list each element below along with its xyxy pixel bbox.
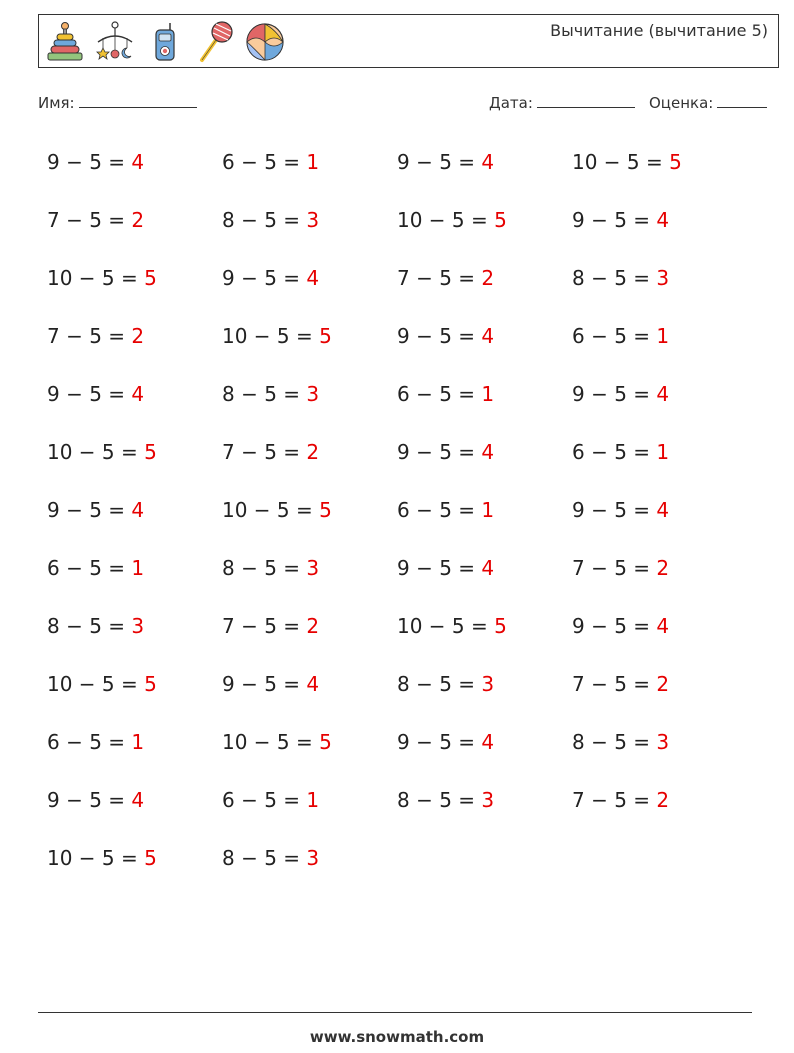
problem-expression: 9 − 5 = — [397, 556, 482, 580]
problem-item — [397, 142, 572, 200]
problem-answer: 3 — [306, 556, 320, 580]
problem-expression: 9 − 5 = — [572, 382, 657, 406]
problem-expression: 9 − 5 = — [47, 788, 132, 812]
problem-expression: 9 − 5 = — [47, 382, 132, 406]
header-icons — [44, 19, 286, 65]
problem-item — [222, 780, 397, 838]
baby-mobile-icon — [94, 20, 136, 64]
problem-answer: 4 — [131, 382, 145, 406]
problem-expression: 7 − 5 = — [222, 440, 307, 464]
problem-expression: 6 − 5 = — [572, 440, 657, 464]
problem-answer: 1 — [131, 730, 145, 754]
problem-item — [47, 606, 222, 664]
problem-expression: 9 − 5 = — [397, 150, 482, 174]
problem-item — [222, 664, 397, 722]
problem-answer: 2 — [306, 440, 320, 464]
problem-answer: 2 — [656, 788, 670, 812]
problem-answer: 4 — [481, 150, 495, 174]
problem-expression: 8 − 5 = — [572, 730, 657, 754]
problem-expression: 6 − 5 = — [47, 730, 132, 754]
stacking-rings-icon — [44, 20, 86, 64]
problem-answer: 4 — [306, 672, 320, 696]
problem-answer: 5 — [144, 846, 157, 870]
problem-answer: 4 — [131, 788, 145, 812]
problem-expression: 9 − 5 = — [397, 730, 482, 754]
baby-monitor-icon — [144, 20, 186, 64]
problem-row — [47, 142, 747, 200]
problem-item — [397, 548, 572, 606]
problem-expression: 9 − 5 = — [222, 266, 307, 290]
problem-item — [47, 548, 222, 606]
problem-answer: 4 — [481, 730, 495, 754]
problem-item — [397, 432, 572, 490]
problem-expression: 9 − 5 = — [47, 498, 132, 522]
problem-answer: 3 — [481, 672, 495, 696]
problem-item — [572, 548, 747, 606]
problem-expression: 8 − 5 = — [222, 846, 307, 870]
problem-expression: 8 − 5 = — [222, 382, 307, 406]
problem-answer: 4 — [481, 440, 495, 464]
problem-answer: 3 — [306, 846, 320, 870]
problem-expression: 9 − 5 = — [397, 324, 482, 348]
problem-expression: 8 − 5 = — [397, 672, 482, 696]
problem-item — [47, 142, 222, 200]
problem-row — [47, 258, 747, 316]
problem-item — [47, 838, 222, 896]
problem-expression: 10 − 5 = — [47, 672, 145, 696]
problem-answer: 3 — [131, 614, 145, 638]
problem-answer: 5 — [144, 266, 157, 290]
problem-item — [222, 548, 397, 606]
problem-expression: 8 − 5 = — [47, 614, 132, 638]
problem-expression: 10 − 5 = — [222, 324, 320, 348]
grade-label: Оценка: — [649, 94, 714, 112]
problem-expression: 7 − 5 = — [47, 208, 132, 232]
problem-expression: 9 − 5 = — [572, 614, 657, 638]
rattle-icon — [194, 20, 236, 64]
problem-answer: 2 — [131, 324, 145, 348]
problem-answer: 4 — [306, 266, 320, 290]
worksheet-header — [38, 14, 779, 68]
problem-item — [397, 200, 572, 258]
problem-item — [222, 490, 397, 548]
problem-row — [47, 838, 747, 896]
problem-expression: 10 − 5 = — [397, 208, 495, 232]
problem-answer: 5 — [669, 150, 682, 174]
problem-expression: 9 − 5 = — [572, 208, 657, 232]
problem-grid — [47, 142, 747, 896]
grade-blank[interactable] — [717, 94, 767, 108]
problem-item — [222, 258, 397, 316]
date-label: Дата: — [489, 94, 533, 112]
problem-expression: 10 − 5 = — [572, 150, 670, 174]
grade-field — [649, 94, 767, 112]
problem-row — [47, 780, 747, 838]
date-field — [489, 94, 635, 112]
problem-item — [47, 374, 222, 432]
problem-expression: 9 − 5 = — [397, 440, 482, 464]
problem-answer: 3 — [481, 788, 495, 812]
problem-item — [397, 316, 572, 374]
problem-item — [397, 780, 572, 838]
problem-expression: 6 − 5 = — [397, 382, 482, 406]
problem-row — [47, 374, 747, 432]
problem-expression: 8 − 5 = — [397, 788, 482, 812]
problem-item — [47, 780, 222, 838]
problem-answer: 4 — [481, 324, 495, 348]
problem-answer: 5 — [494, 208, 507, 232]
problem-expression: 6 − 5 = — [222, 150, 307, 174]
problem-answer: 2 — [656, 556, 670, 580]
problem-row — [47, 606, 747, 664]
problem-answer: 4 — [131, 498, 145, 522]
name-label: Имя: — [38, 94, 75, 112]
footer-divider — [38, 1012, 752, 1013]
date-blank[interactable] — [537, 94, 635, 108]
problem-answer: 1 — [481, 382, 495, 406]
problem-answer: 5 — [319, 498, 332, 522]
problem-answer: 4 — [656, 498, 670, 522]
problem-item — [572, 374, 747, 432]
problem-expression: 8 − 5 = — [222, 208, 307, 232]
problem-item — [572, 780, 747, 838]
worksheet-title: Вычитание (вычитание 5) — [550, 21, 768, 40]
problem-expression: 10 − 5 = — [397, 614, 495, 638]
problem-item — [222, 722, 397, 780]
problem-expression: 10 − 5 = — [222, 730, 320, 754]
problem-answer: 5 — [319, 730, 332, 754]
problem-answer: 2 — [481, 266, 495, 290]
problem-item — [572, 664, 747, 722]
problem-item — [397, 374, 572, 432]
problem-item — [572, 606, 747, 664]
problem-expression: 8 − 5 = — [222, 556, 307, 580]
problem-item — [222, 142, 397, 200]
problem-answer: 3 — [656, 266, 670, 290]
problem-answer: 1 — [306, 788, 320, 812]
problem-expression: 6 − 5 = — [47, 556, 132, 580]
problem-expression: 7 − 5 = — [572, 556, 657, 580]
problem-answer: 2 — [656, 672, 670, 696]
problem-expression: 7 − 5 = — [47, 324, 132, 348]
problem-answer: 4 — [656, 208, 670, 232]
problem-item — [47, 664, 222, 722]
problem-expression: 7 − 5 = — [572, 672, 657, 696]
problem-item — [47, 258, 222, 316]
problem-expression: 8 − 5 = — [572, 266, 657, 290]
problem-expression: 10 − 5 = — [47, 846, 145, 870]
problem-expression: 9 − 5 = — [572, 498, 657, 522]
problem-expression: 7 − 5 = — [222, 614, 307, 638]
problem-answer: 1 — [131, 556, 145, 580]
problem-row — [47, 200, 747, 258]
problem-answer: 5 — [494, 614, 507, 638]
problem-item — [572, 258, 747, 316]
problem-row — [47, 316, 747, 374]
problem-answer: 5 — [319, 324, 332, 348]
problem-item — [397, 258, 572, 316]
problem-item — [572, 490, 747, 548]
problem-row — [47, 664, 747, 722]
problem-answer: 4 — [481, 556, 495, 580]
name-field — [38, 94, 197, 112]
problem-expression: 6 − 5 = — [572, 324, 657, 348]
problem-expression: 10 − 5 = — [222, 498, 320, 522]
problem-item — [572, 432, 747, 490]
problem-item — [572, 200, 747, 258]
name-blank[interactable] — [79, 94, 197, 108]
problem-item — [47, 316, 222, 374]
problem-expression: 6 − 5 = — [222, 788, 307, 812]
problem-expression: 9 − 5 = — [47, 150, 132, 174]
problem-item — [222, 606, 397, 664]
problem-expression: 7 − 5 = — [397, 266, 482, 290]
problem-row — [47, 490, 747, 548]
problem-item — [222, 432, 397, 490]
problem-expression: 7 − 5 = — [572, 788, 657, 812]
problem-item — [47, 200, 222, 258]
problem-expression: 10 − 5 = — [47, 440, 145, 464]
problem-expression: 6 − 5 = — [397, 498, 482, 522]
problem-item — [47, 490, 222, 548]
problem-answer: 3 — [306, 382, 320, 406]
problem-answer: 1 — [656, 440, 670, 464]
problem-answer: 1 — [656, 324, 670, 348]
problem-item — [222, 200, 397, 258]
problem-item — [572, 316, 747, 374]
footer-url: www.snowmath.com — [309, 1028, 485, 1046]
problem-answer: 1 — [306, 150, 320, 174]
problem-answer: 4 — [131, 150, 145, 174]
problem-answer: 2 — [306, 614, 320, 638]
problem-item — [397, 664, 572, 722]
problem-answer: 1 — [481, 498, 495, 522]
problem-answer: 5 — [144, 440, 157, 464]
problem-item — [222, 838, 397, 896]
problem-answer: 4 — [656, 382, 670, 406]
problem-item — [397, 606, 572, 664]
problem-row — [47, 432, 747, 490]
problem-row — [47, 722, 747, 780]
problem-item — [47, 722, 222, 780]
problem-answer: 2 — [131, 208, 145, 232]
problem-answer: 3 — [656, 730, 670, 754]
problem-answer: 4 — [656, 614, 670, 638]
problem-answer: 3 — [306, 208, 320, 232]
problem-item — [397, 722, 572, 780]
beach-ball-icon — [244, 20, 286, 64]
problem-item — [572, 722, 747, 780]
problem-item — [47, 432, 222, 490]
problem-item — [397, 490, 572, 548]
problem-expression: 9 − 5 = — [222, 672, 307, 696]
problem-answer: 5 — [144, 672, 157, 696]
problem-row — [47, 548, 747, 606]
problem-item — [572, 142, 747, 200]
problem-item — [222, 374, 397, 432]
problem-item — [222, 316, 397, 374]
problem-expression: 10 − 5 = — [47, 266, 145, 290]
